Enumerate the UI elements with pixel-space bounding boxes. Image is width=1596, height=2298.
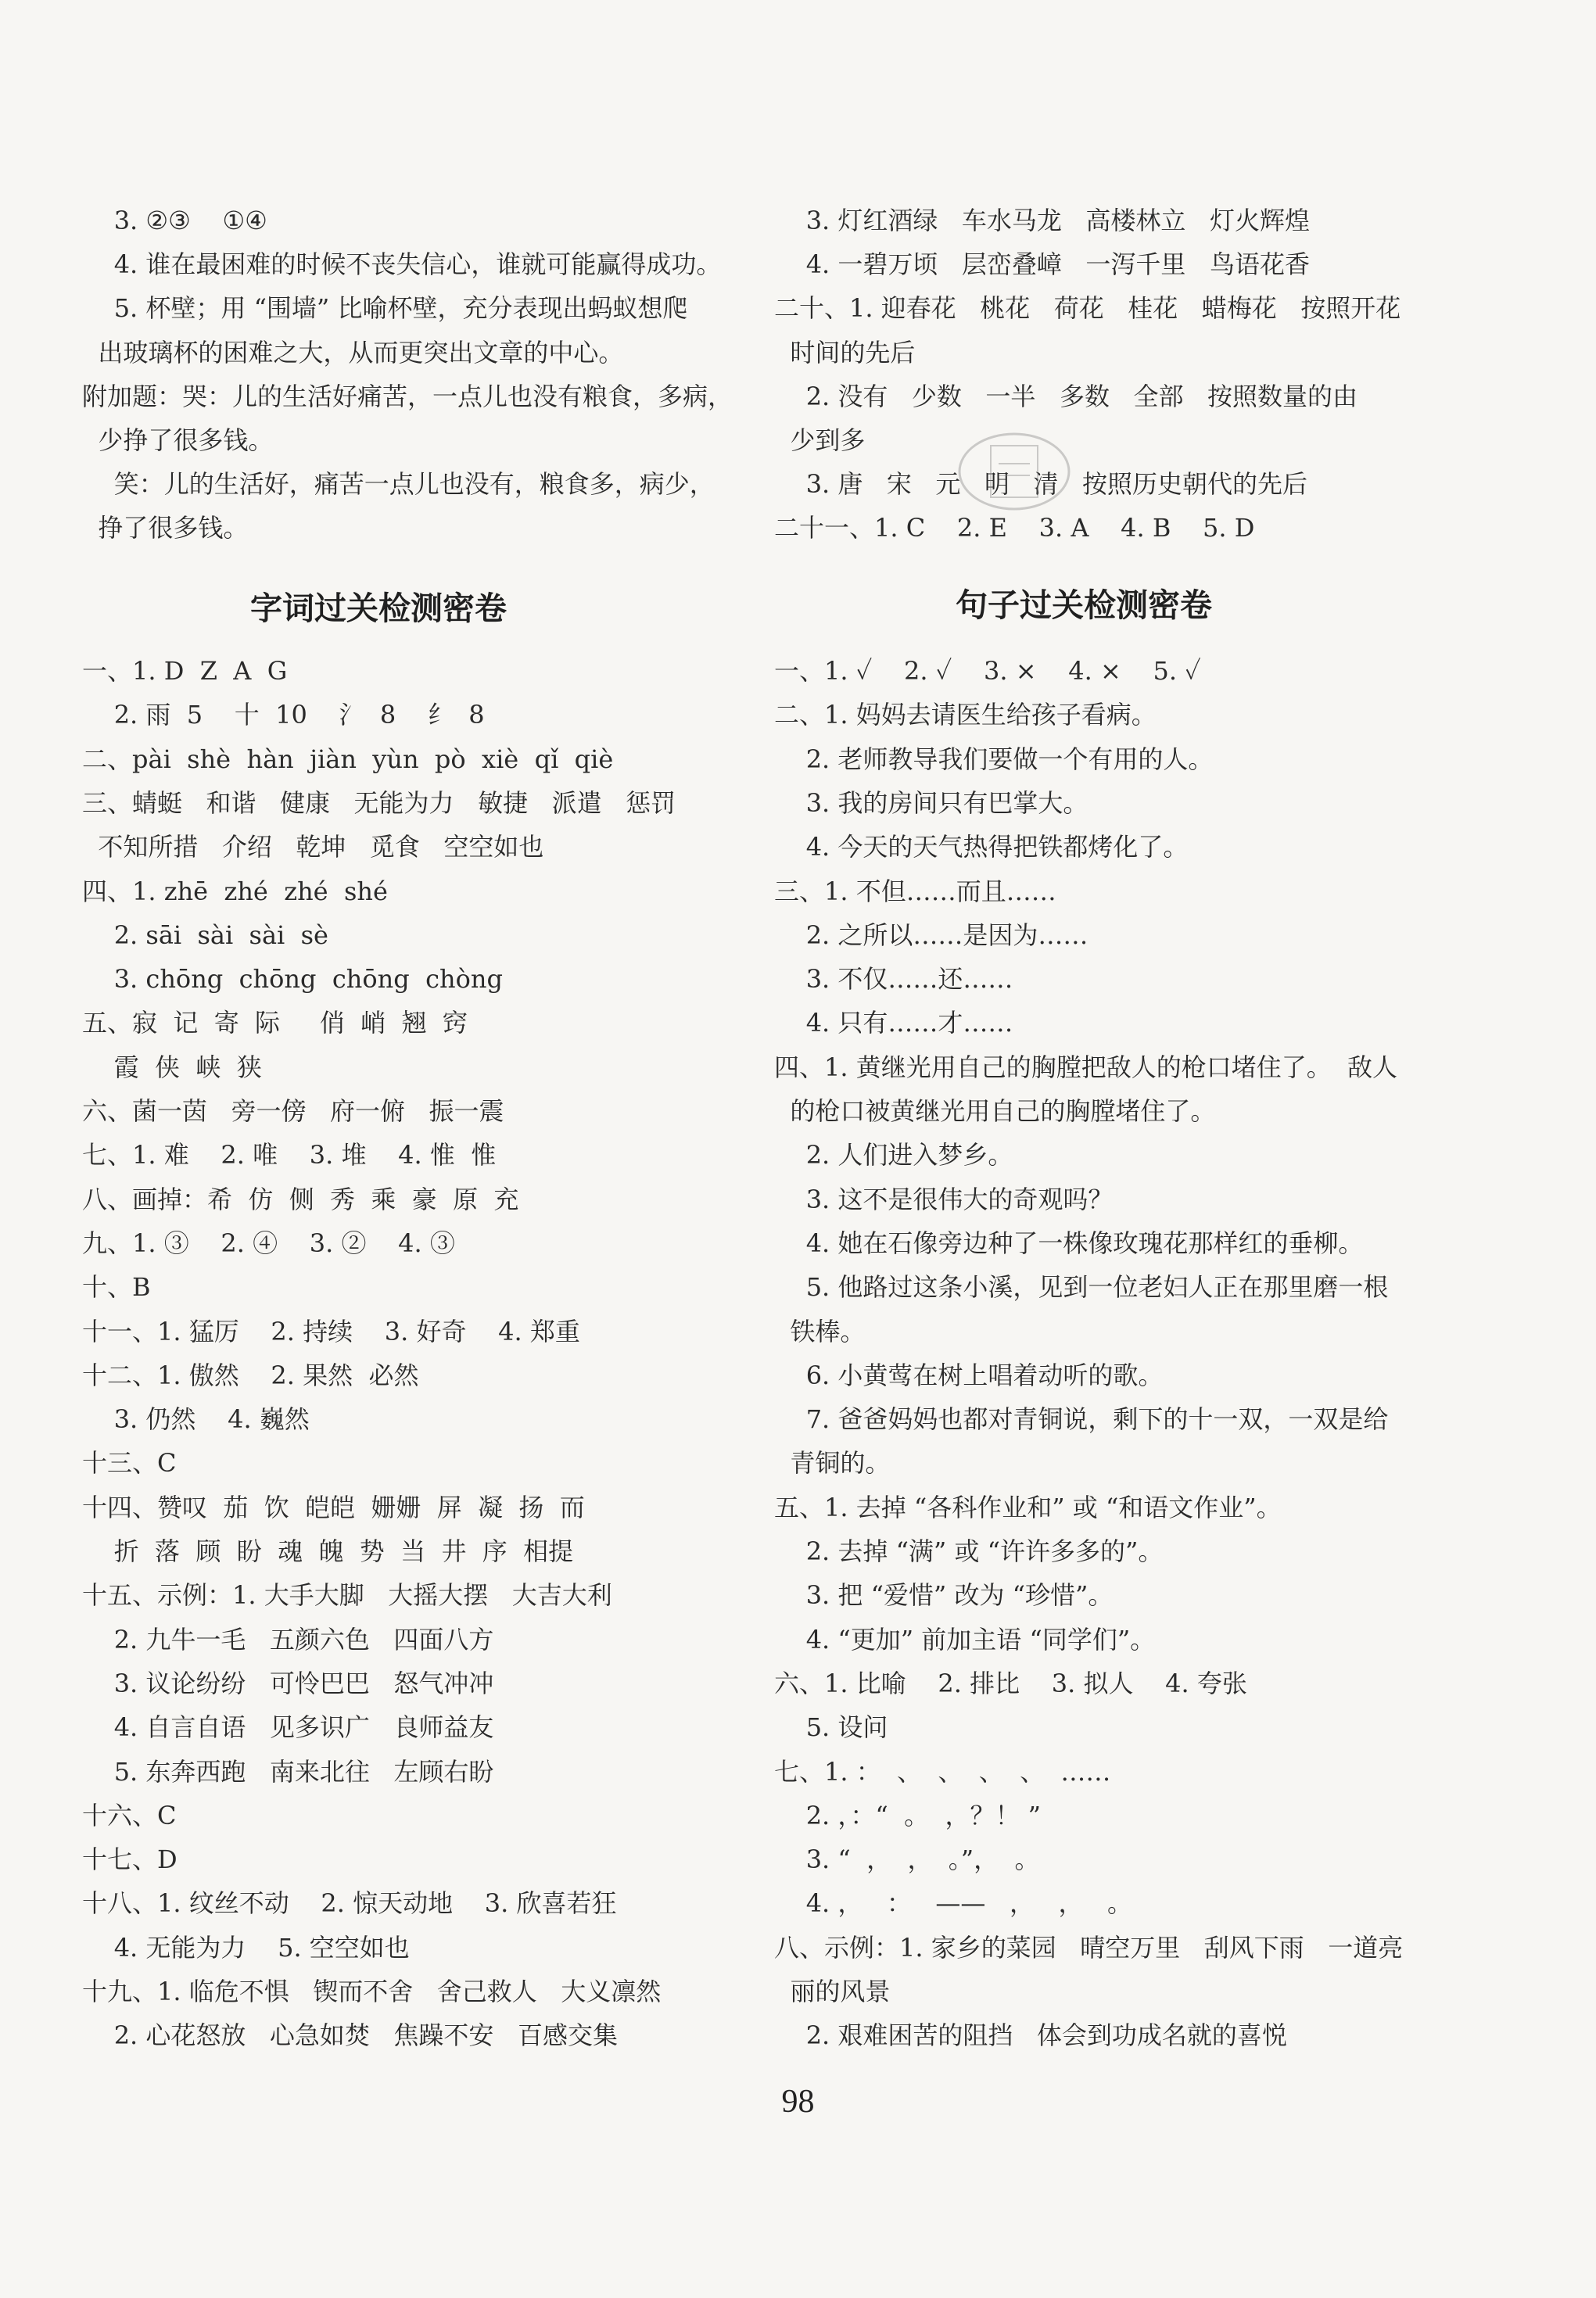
answer-line: 二、1. 妈妈去请医生给孩子看病。: [774, 700, 1157, 730]
answer-line: 附加题：哭：儿的生活好痛苦，一点儿也没有粮食，多病，: [82, 381, 733, 411]
answer-line: 丽的风景: [774, 1977, 891, 2006]
answer-line: 四、1. zhē zhé zhé shé: [82, 876, 388, 906]
answer-line: 七、1. 难 2. 唯 3. 堆 4. 惟 惟: [82, 1140, 497, 1171]
watermark-stamp-icon: [956, 428, 1073, 514]
answer-line: 五、1. 去掉 “各科作业和” 或 “和语文作业”。: [774, 1492, 1282, 1522]
answer-line: 的枪口被黄继光用自己的胸膛堵住了。: [774, 1096, 1216, 1126]
answer-line: 4. 自言自语 见多识广 良师益友: [82, 1712, 494, 1743]
answer-line: 3. 议论纷纷 可怜巴巴 怒气冲冲: [82, 1668, 494, 1698]
answer-line: 2. 老师教导我们要做一个有用的人。: [774, 744, 1214, 774]
answer-line: 五、寂 记 寄 际 俏 峭 翘 窍: [82, 1008, 468, 1038]
right-column: [774, 0, 1462, 2298]
answer-line: 2. 九牛一毛 五颜六色 四面八方: [82, 1624, 494, 1654]
answer-line: 3. 唐 宋 元 明 清 按照历史朝代的先后: [774, 469, 1307, 500]
answer-line: 十四、赞叹 茄 饮 皑皑 姗姗 屏 凝 扬 而: [82, 1492, 585, 1522]
answer-line: 七、1. ： 、 、 、 、 ……: [774, 1756, 1111, 1787]
answer-line: 4. 今天的天气热得把铁都烤化了。: [774, 832, 1189, 862]
answer-line: 3. 仍然 4. 巍然: [82, 1404, 310, 1435]
answer-line: 八、示例：1. 家乡的菜园 晴空万里 刮风下雨 一道亮: [774, 1932, 1404, 1963]
section-title: 字词过关检测密卷: [250, 590, 507, 627]
answer-line: 四、1. 黄继光用自己的胸膛把敌人的枪口堵住了。 敌人: [774, 1052, 1398, 1082]
answer-line: 二十、1. 迎春花 桃花 荷花 桂花 蜡梅花 按照开花: [774, 293, 1401, 324]
answer-line: 4. 只有……才……: [774, 1008, 1013, 1038]
left-column: [82, 0, 770, 2298]
answer-line: 笑：儿的生活好，痛苦一点儿也没有，粮食多，病少，: [82, 469, 715, 500]
page-number: 98: [781, 2084, 815, 2120]
answer-line: 少挣了很多钱。: [82, 425, 274, 455]
answer-line: 十一、1. 猛厉 2. 持续 3. 好奇 4. 郑重: [82, 1316, 580, 1346]
answer-line: 三、蜻蜓 和谐 健康 无能为力 敏捷 派遣 惩罚: [82, 787, 676, 818]
answer-line: 十九、1. 临危不惧 锲而不舍 舍己救人 大义凛然: [82, 1977, 662, 2006]
answer-line: 二、pài shè hàn jiàn yùn pò xiè qǐ qiè: [82, 744, 614, 774]
answer-line: 十二、1. 傲然 2. 果然 必然: [82, 1360, 419, 1390]
answer-line: 六、菌一茵 旁一傍 府一俯 振一震: [82, 1096, 504, 1126]
answer-line: 八、画掉：希 仿 侧 秀 乘 豪 原 充: [82, 1184, 519, 1214]
answer-line: 2. 之所以……是因为……: [774, 920, 1089, 950]
answer-line: 十三、C: [82, 1448, 177, 1479]
answer-line: 霞 侠 峡 狭: [82, 1052, 262, 1082]
answer-line: 2. 艰难困苦的阻挡 体会到功成名就的喜悦: [774, 2020, 1287, 2051]
answer-line: 4. 她在石像旁边种了一株像玫瑰花那样红的垂柳。: [774, 1228, 1364, 1258]
answer-line: 5. 杯壁；用 “围墙” 比喻杯壁，充分表现出蚂蚁想爬: [82, 293, 688, 324]
answer-line: 折 落 顾 盼 魂 魄 势 当 井 序 相提: [82, 1536, 574, 1566]
answer-line: 六、1. 比喻 2. 排比 3. 拟人 4. 夸张: [774, 1668, 1247, 1698]
answer-line: 一、1. D Z A G: [82, 656, 288, 686]
answer-line: 2. ，：“ 。 ，？！ ”: [774, 1800, 1041, 1830]
answer-line: 十六、C: [82, 1800, 177, 1830]
answer-line: 5. 设问: [774, 1712, 888, 1743]
answer-line: 4. 无能为力 5. 空空如也: [82, 1932, 410, 1963]
answer-line: 三、1. 不但……而且……: [774, 876, 1056, 906]
answer-line: 3. 不仅……还……: [774, 964, 1013, 995]
section-title: 句子过关检测密卷: [956, 586, 1212, 624]
answer-line: 2. 心花怒放 心急如焚 焦躁不安 百感交集: [82, 2020, 618, 2051]
answer-line: 少到多: [774, 425, 866, 455]
answer-line: 5. 他路过这条小溪，见到一位老妇人正在那里磨一根: [774, 1272, 1389, 1303]
answer-line: 二十一、1. C 2. E 3. A 4. B 5. D: [774, 513, 1255, 543]
answer-line: 5. 东奔西跑 南来北往 左顾右盼: [82, 1756, 494, 1787]
answer-line: 九、1. ③ 2. ④ 3. ② 4. ③: [82, 1228, 455, 1258]
answer-line: 不知所措 介绍 乾坤 觅食 空空如也: [82, 832, 544, 862]
answer-line: 十八、1. 纹丝不动 2. 惊天动地 3. 欣喜若狂: [82, 1888, 617, 1919]
answer-line: 十五、示例：1. 大手大脚 大摇大摆 大吉大利: [82, 1580, 612, 1611]
answer-line: 3. 灯红酒绿 车水马龙 高楼林立 灯火辉煌: [774, 206, 1310, 235]
answer-line: 3. “ ， ， 。”， 。: [774, 1844, 1040, 1875]
answer-line: 7. 爸爸妈妈也都对青铜说，剩下的十一双，一双是给: [774, 1404, 1389, 1435]
answer-line: 出玻璃杯的困难之大，从而更突出文章的中心。: [82, 337, 624, 367]
answer-line: 4. 一碧万顷 层峦叠嶂 一泻千里 鸟语花香: [774, 249, 1310, 280]
answer-line: 时间的先后: [774, 337, 916, 367]
answer-line: 3. 这不是很伟大的奇观吗？: [774, 1184, 1114, 1214]
answer-line: 一、1. ✓ 2. ✓ 3. × 4. × 5. ✓: [774, 656, 1201, 686]
answer-line: 3. 把 “爱惜” 改为 “珍惜”。: [774, 1580, 1114, 1611]
answer-line: 2. 没有 少数 一半 多数 全部 按照数量的由: [774, 381, 1357, 411]
answer-line: 3. 我的房间只有巴掌大。: [774, 787, 1089, 818]
answer-line: 6. 小黄莺在树上唱着动听的歌。: [774, 1360, 1164, 1390]
answer-line: 十、B: [82, 1272, 151, 1303]
answer-line: 3. ②③ ①④: [82, 206, 267, 235]
answer-line: 青铜的。: [774, 1448, 891, 1479]
answer-line: 十七、D: [82, 1844, 178, 1875]
answer-line: 挣了很多钱。: [82, 513, 249, 543]
answer-line: 4. 谁在最困难的时候不丧失信心，谁就可能赢得成功。: [82, 249, 722, 280]
answer-line: 铁棒。: [774, 1316, 866, 1346]
answer-line: 2. sāi sài sài sè: [82, 920, 328, 950]
answer-line: 3. chōng chōng chōng chòng: [82, 964, 503, 995]
answer-line: 2. 人们进入梦乡。: [774, 1140, 1013, 1171]
answer-line: 2. 雨 5 十 10 氵 8 纟 8: [82, 700, 485, 730]
answer-line: 2. 去掉 “满” 或 “许许多多的”。: [774, 1536, 1164, 1566]
answer-line: 4. “更加” 前加主语 “同学们”。: [774, 1624, 1156, 1654]
answer-line: 4. ， ： —— ， ， 。: [774, 1888, 1132, 1919]
